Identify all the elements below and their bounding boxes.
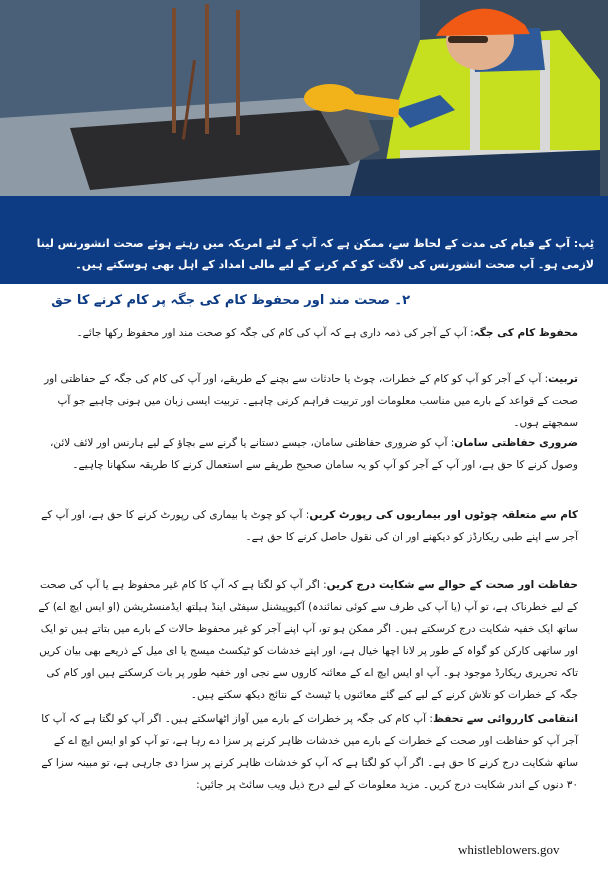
paragraph-safe-workplace: [30, 322, 578, 344]
paragraph-text: : آپ کام کی جگہ پر خطرات کے بارے میں آواز اٹھاسکتے ہیں۔ اگر آپ کو لگتا ہے کہ آپ کا آجر آپ کو حفاظت اور صحت کے خطرات کے بارے میں خدشات ظاہر کرنے پر سزا دے رہا ہے، تو آپ کو او ایس ایچ اے کے ساتھ شکایت درج کرنے کا حق ہے۔ اگر آپ کو لگتا ہے کہ آپ کو خدشات ظاہر کرنے پر سزا دی جارہی ہے، تو مبینہ سزا کے ۳۰ دنوں کے اندر شکایت درج کریں۔ مزید معلومات کے لیے درج ذیل ویب سائٹ پر جائیں:: [41, 713, 578, 791]
paragraph-term: محفوظ کام کی جگہ: [473, 327, 578, 339]
section-heading: ۲۔ صحت مند اور محفوظ کام کی جگہ پر کام کرنے کا حق: [51, 293, 410, 308]
paragraph-term: کام سے متعلقہ چوٹوں اور بیماریوں کی رپورٹ کریں: [309, 509, 578, 521]
website-link[interactable]: whistleblowers.gov: [458, 842, 560, 857]
tip-text: ٹِپ: آپ کے قیام کی مدت کے لحاظ سے، ممکن ہے کہ آپ کے لئے امریکہ میں رہتے ہوئے صحت انشورنس لینا لازمی ہو۔ آپ صحت انشورنس کی لاگت کو کم کرنے کے لیے مالی امداد کے اہل بھی ہوسکتے ہیں۔: [36, 237, 594, 271]
hero-photo: [0, 0, 608, 196]
paragraph-text: : آپ کے آجر کی ذمہ داری ہے کہ آپ کی کام کی جگہ کو صحت مند اور محفوظ رکھا جائے۔: [76, 327, 474, 339]
paragraph-safety-equipment: [30, 432, 578, 476]
paragraph-term: انتقامی کارروائی سے تحفظ: [432, 713, 578, 725]
paragraph-text: : آپ کو چوٹ یا بیماری کی رپورٹ کرنے کا حق ہے، اور آپ کے آجر سے اپنے طبی ریکارڈز کو دیکھنے اور ان کی نقول حاصل کرنے کا حق ہے۔: [41, 509, 578, 543]
paragraph-retaliation-protection: [30, 708, 578, 796]
paragraph-text: : اگر آپ کو لگتا ہے کہ آپ کا کام غیر محفوظ ہے یا آپ کی صحت کے لیے خطرناک ہے، تو آپ (یا آپ کی طرف سے کوئی نمائندہ) آکیوپیشنل سیفٹی اینڈ ہیلتھ ایڈمنسٹریشن (او ایس ایچ اے) کے ساتھ ایک خفیہ شکایت درج کرسکتے ہیں۔ اگر ممکن ہو تو، آپ اپنے آجر کو غیر محفوظ حالات کے بارے میں بتاتے ہیں تو ایک اور ساتھی کارکن کو گواہ کے طور پر لانا اچھا خیال ہے، اور اپنے خدشات کو ٹیکسٹ میسج یا ای میل کے ذریعے بھی بیان کریں تاکہ تحریری ریکارڈ موجود ہو۔ آپ او ایس ایچ اے کے معائنہ کاروں سے نجی اور خفیہ طور پر بات کرسکتے ہیں اور کام کی جگہ کے خطرات کو تلاش کرنے کے لیے کیے گئے معائنوں یا ٹیسٹ کے نتائج دیکھ سکتے ہیں۔: [38, 579, 578, 701]
paragraph-training: [30, 368, 578, 434]
paragraph-term: ضروری حفاظتی سامان: [454, 437, 578, 449]
paragraph-text: : آپ کے آجر کو آپ کو کام کے خطرات، چوٹ یا حادثات سے بچنے کے طریقے، اور آپ کی کام کی جگہ کے حفاظتی اور صحت کے قواعد کے بارے میں مناسب معلومات اور تربیت فراہم کرنی چاہیے۔ تربیت ایسی زبان میں ہونی چاہیے جو آپ سمجھتے ہوں۔: [44, 373, 578, 429]
paragraph-term: حفاظت اور صحت کے حوالے سے شکایت درج کریں: [326, 579, 578, 591]
paragraph-text: : آپ کو ضروری حفاظتی سامان، جیسے دستانے یا گرنے سے بچاؤ کے لیے ہارنس اور لائف لائن، وصول کرنے کا حق ہے، اور آپ کے آجر کو آپ کو یہ سامان صحیح طریقے سے استعمال کرنے کا طریقہ سکھانا چاہیے۔: [49, 437, 578, 471]
paragraph-term: تربیت: [548, 373, 578, 385]
worker-illustration: [0, 0, 608, 196]
paragraph-report-injuries: [30, 504, 578, 548]
paragraph-file-complaint: [30, 574, 578, 706]
